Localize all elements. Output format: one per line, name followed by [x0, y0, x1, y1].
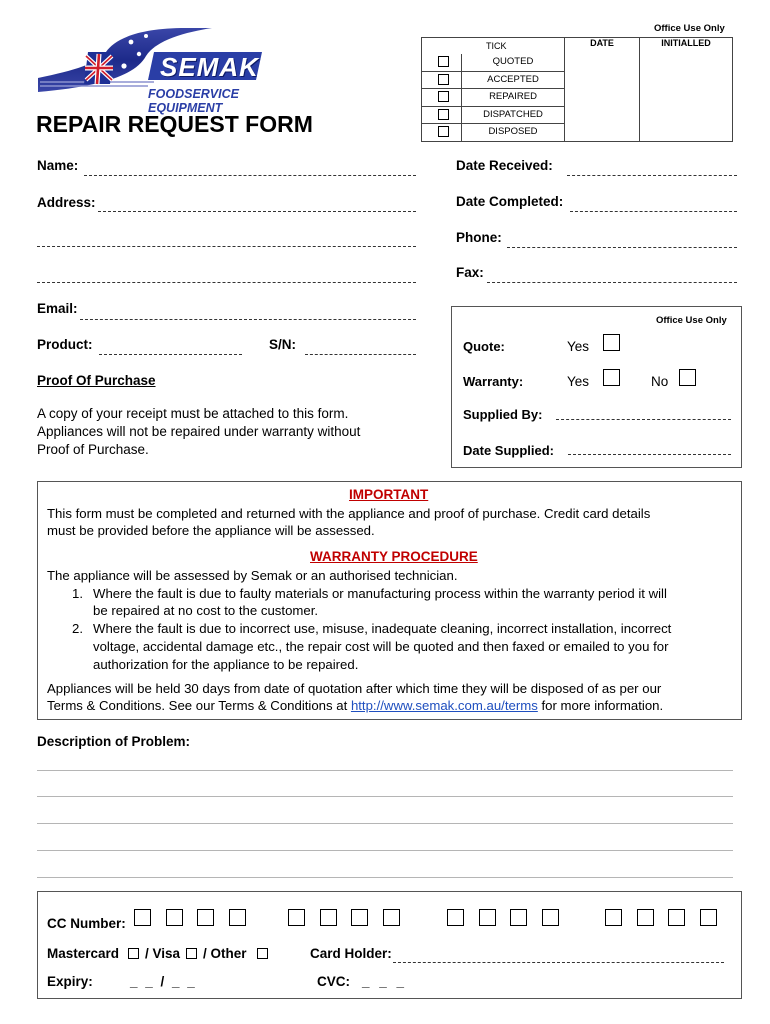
- date-completed-field[interactable]: [570, 211, 737, 212]
- date-header: DATE: [590, 38, 614, 48]
- cc-digit-box[interactable]: [351, 909, 368, 926]
- proof-heading: Proof Of Purchase: [37, 373, 156, 388]
- phone-field[interactable]: [507, 247, 737, 248]
- other-checkbox[interactable]: [257, 948, 268, 959]
- sn-field[interactable]: [305, 354, 416, 355]
- item2-line-c: authorization for the appliance to be repaired.: [93, 657, 359, 672]
- cc-digit-box[interactable]: [320, 909, 337, 926]
- email-field[interactable]: [80, 319, 416, 320]
- proof-text-line1: A copy of your receipt must be attached to this form.: [37, 406, 349, 421]
- cvc-label: CVC:: [317, 974, 350, 989]
- cc-digit-box[interactable]: [134, 909, 151, 926]
- expiry-field[interactable]: _ _ / _ _: [130, 974, 197, 989]
- accepted-label: ACCEPTED: [461, 72, 564, 89]
- item2-line-b: voltage, accidental damage etc., the repair cost will be quoted and then faxed or emailed to you for: [93, 639, 669, 654]
- important-line2: must be provided before the appliance will be assessed.: [47, 523, 375, 538]
- other-label: / Other: [203, 946, 247, 961]
- name-label: Name:: [37, 158, 79, 173]
- quoted-checkbox[interactable]: [438, 56, 449, 67]
- cc-digit-box[interactable]: [605, 909, 622, 926]
- status-row-dispatched: [422, 106, 565, 124]
- address-field-line1[interactable]: [98, 211, 416, 212]
- tick-header: TICK: [422, 38, 565, 55]
- assessed-line: The appliance will be assessed by Semak or an authorised technician.: [47, 568, 458, 583]
- disposed-checkbox[interactable]: [438, 126, 449, 137]
- initialled-header: INITIALLED: [661, 38, 711, 48]
- name-field[interactable]: [84, 175, 416, 176]
- held-line2-suffix: for more information.: [537, 698, 664, 713]
- expiry-label: Expiry:: [47, 974, 93, 989]
- cvc-field[interactable]: _ _ _: [362, 974, 408, 989]
- cc-digit-box[interactable]: [229, 909, 246, 926]
- page-title: REPAIR REQUEST FORM: [36, 111, 313, 137]
- supplied-by-label: Supplied By:: [463, 407, 543, 422]
- date-received-label: Date Received:: [456, 158, 553, 173]
- cc-digit-box[interactable]: [700, 909, 717, 926]
- card-holder-label: Card Holder:: [310, 946, 392, 961]
- fax-label: Fax:: [456, 265, 484, 280]
- date-completed-label: Date Completed:: [456, 194, 564, 209]
- address-field-line3[interactable]: [37, 282, 416, 283]
- proof-text-line2: Appliances will not be repaired under warranty without: [37, 424, 361, 439]
- important-line1: This form must be completed and returned with the appliance and proof of purchase. Credit card details: [47, 506, 651, 521]
- brand-name: SEMAK: [160, 52, 259, 82]
- description-line[interactable]: [37, 850, 733, 851]
- office-status-table: [421, 37, 733, 142]
- quote-label: Quote:: [463, 339, 505, 354]
- address-field-line2[interactable]: [37, 246, 416, 247]
- terms-link[interactable]: http://www.semak.com.au/terms: [350, 698, 538, 713]
- repaired-checkbox[interactable]: [438, 91, 449, 102]
- cc-digit-box[interactable]: [166, 909, 183, 926]
- initialled-column: [640, 38, 733, 142]
- dispatched-checkbox[interactable]: [438, 109, 449, 120]
- description-line[interactable]: [37, 770, 733, 771]
- status-row-accepted: [422, 71, 565, 89]
- held-line2: [47, 697, 663, 715]
- cc-digit-box[interactable]: [383, 909, 400, 926]
- warranty-yes-checkbox[interactable]: [603, 369, 620, 386]
- address-label: Address:: [37, 195, 96, 210]
- description-label: Description of Problem:: [37, 734, 191, 749]
- mastercard-label: Mastercard: [47, 946, 120, 961]
- item1-line-b: be repaired at no cost to the customer.: [93, 603, 319, 618]
- fax-field[interactable]: [487, 282, 737, 283]
- phone-label: Phone:: [456, 230, 502, 245]
- sn-label: S/N:: [269, 337, 296, 352]
- proof-text-line3: Proof of Purchase.: [37, 442, 149, 457]
- cc-digit-box[interactable]: [197, 909, 214, 926]
- cc-digit-box[interactable]: [510, 909, 527, 926]
- warranty-label: Warranty:: [463, 374, 524, 389]
- item2-number: 2.: [72, 621, 83, 636]
- description-line[interactable]: [37, 877, 733, 878]
- accepted-checkbox[interactable]: [438, 74, 449, 85]
- quote-yes-label: Yes: [567, 339, 590, 354]
- cc-number-label: CC Number:: [47, 916, 126, 931]
- cc-digit-box[interactable]: [668, 909, 685, 926]
- cc-digit-box[interactable]: [479, 909, 496, 926]
- description-line[interactable]: [37, 823, 733, 824]
- office-use-caption: Office Use Only: [654, 23, 725, 34]
- warranty-no-label: No: [651, 374, 669, 389]
- card-holder-field[interactable]: [393, 962, 724, 963]
- supplied-by-field[interactable]: [556, 419, 731, 420]
- brand-tagline: FOODSERVICE EQUIPMENT: [148, 87, 239, 115]
- important-heading: IMPORTANT: [349, 487, 429, 502]
- product-field[interactable]: [99, 354, 242, 355]
- date-received-field[interactable]: [567, 175, 737, 176]
- warranty-procedure-heading: WARRANTY PROCEDURE: [310, 549, 478, 564]
- item1-number: 1.: [72, 586, 83, 601]
- email-label: Email:: [37, 301, 78, 316]
- status-row-disposed: [422, 124, 565, 142]
- date-supplied-field[interactable]: [568, 454, 731, 455]
- description-line[interactable]: [37, 796, 733, 797]
- disposed-label: DISPOSED: [461, 124, 564, 141]
- date-column: [565, 38, 640, 142]
- cc-digit-box[interactable]: [447, 909, 464, 926]
- visa-label: / Visa: [145, 946, 181, 961]
- warranty-no-checkbox[interactable]: [679, 369, 696, 386]
- status-row-quoted: [422, 54, 565, 71]
- mastercard-checkbox[interactable]: [128, 948, 139, 959]
- warranty-yes-label: Yes: [567, 374, 590, 389]
- held-line1: Appliances will be held 30 days from date of quotation after which time they will be disposed of as per our: [47, 681, 662, 696]
- office-panel-caption: Office Use Only: [656, 315, 727, 326]
- visa-checkbox[interactable]: [186, 948, 197, 959]
- quote-yes-checkbox[interactable]: [603, 334, 620, 351]
- repaired-label: REPAIRED: [461, 89, 564, 106]
- quoted-label: QUOTED: [461, 54, 564, 71]
- date-supplied-label: Date Supplied:: [463, 443, 555, 458]
- cc-digit-box[interactable]: [288, 909, 305, 926]
- cc-digit-box[interactable]: [542, 909, 559, 926]
- item1-line-a: Where the fault is due to faulty materials or manufacturing process within the warranty period it will: [93, 586, 667, 601]
- product-label: Product:: [37, 337, 93, 352]
- cc-digit-box[interactable]: [637, 909, 654, 926]
- status-row-repaired: [422, 89, 565, 107]
- held-line2-prefix: Terms & Conditions. See our Terms & Conditions at: [47, 698, 351, 713]
- dispatched-label: DISPATCHED: [461, 107, 564, 124]
- semak-logo: [36, 22, 316, 115]
- item2-line-a: Where the fault is due to incorrect use, misuse, inadequate cleaning, incorrect installation, incorrect: [93, 621, 672, 636]
